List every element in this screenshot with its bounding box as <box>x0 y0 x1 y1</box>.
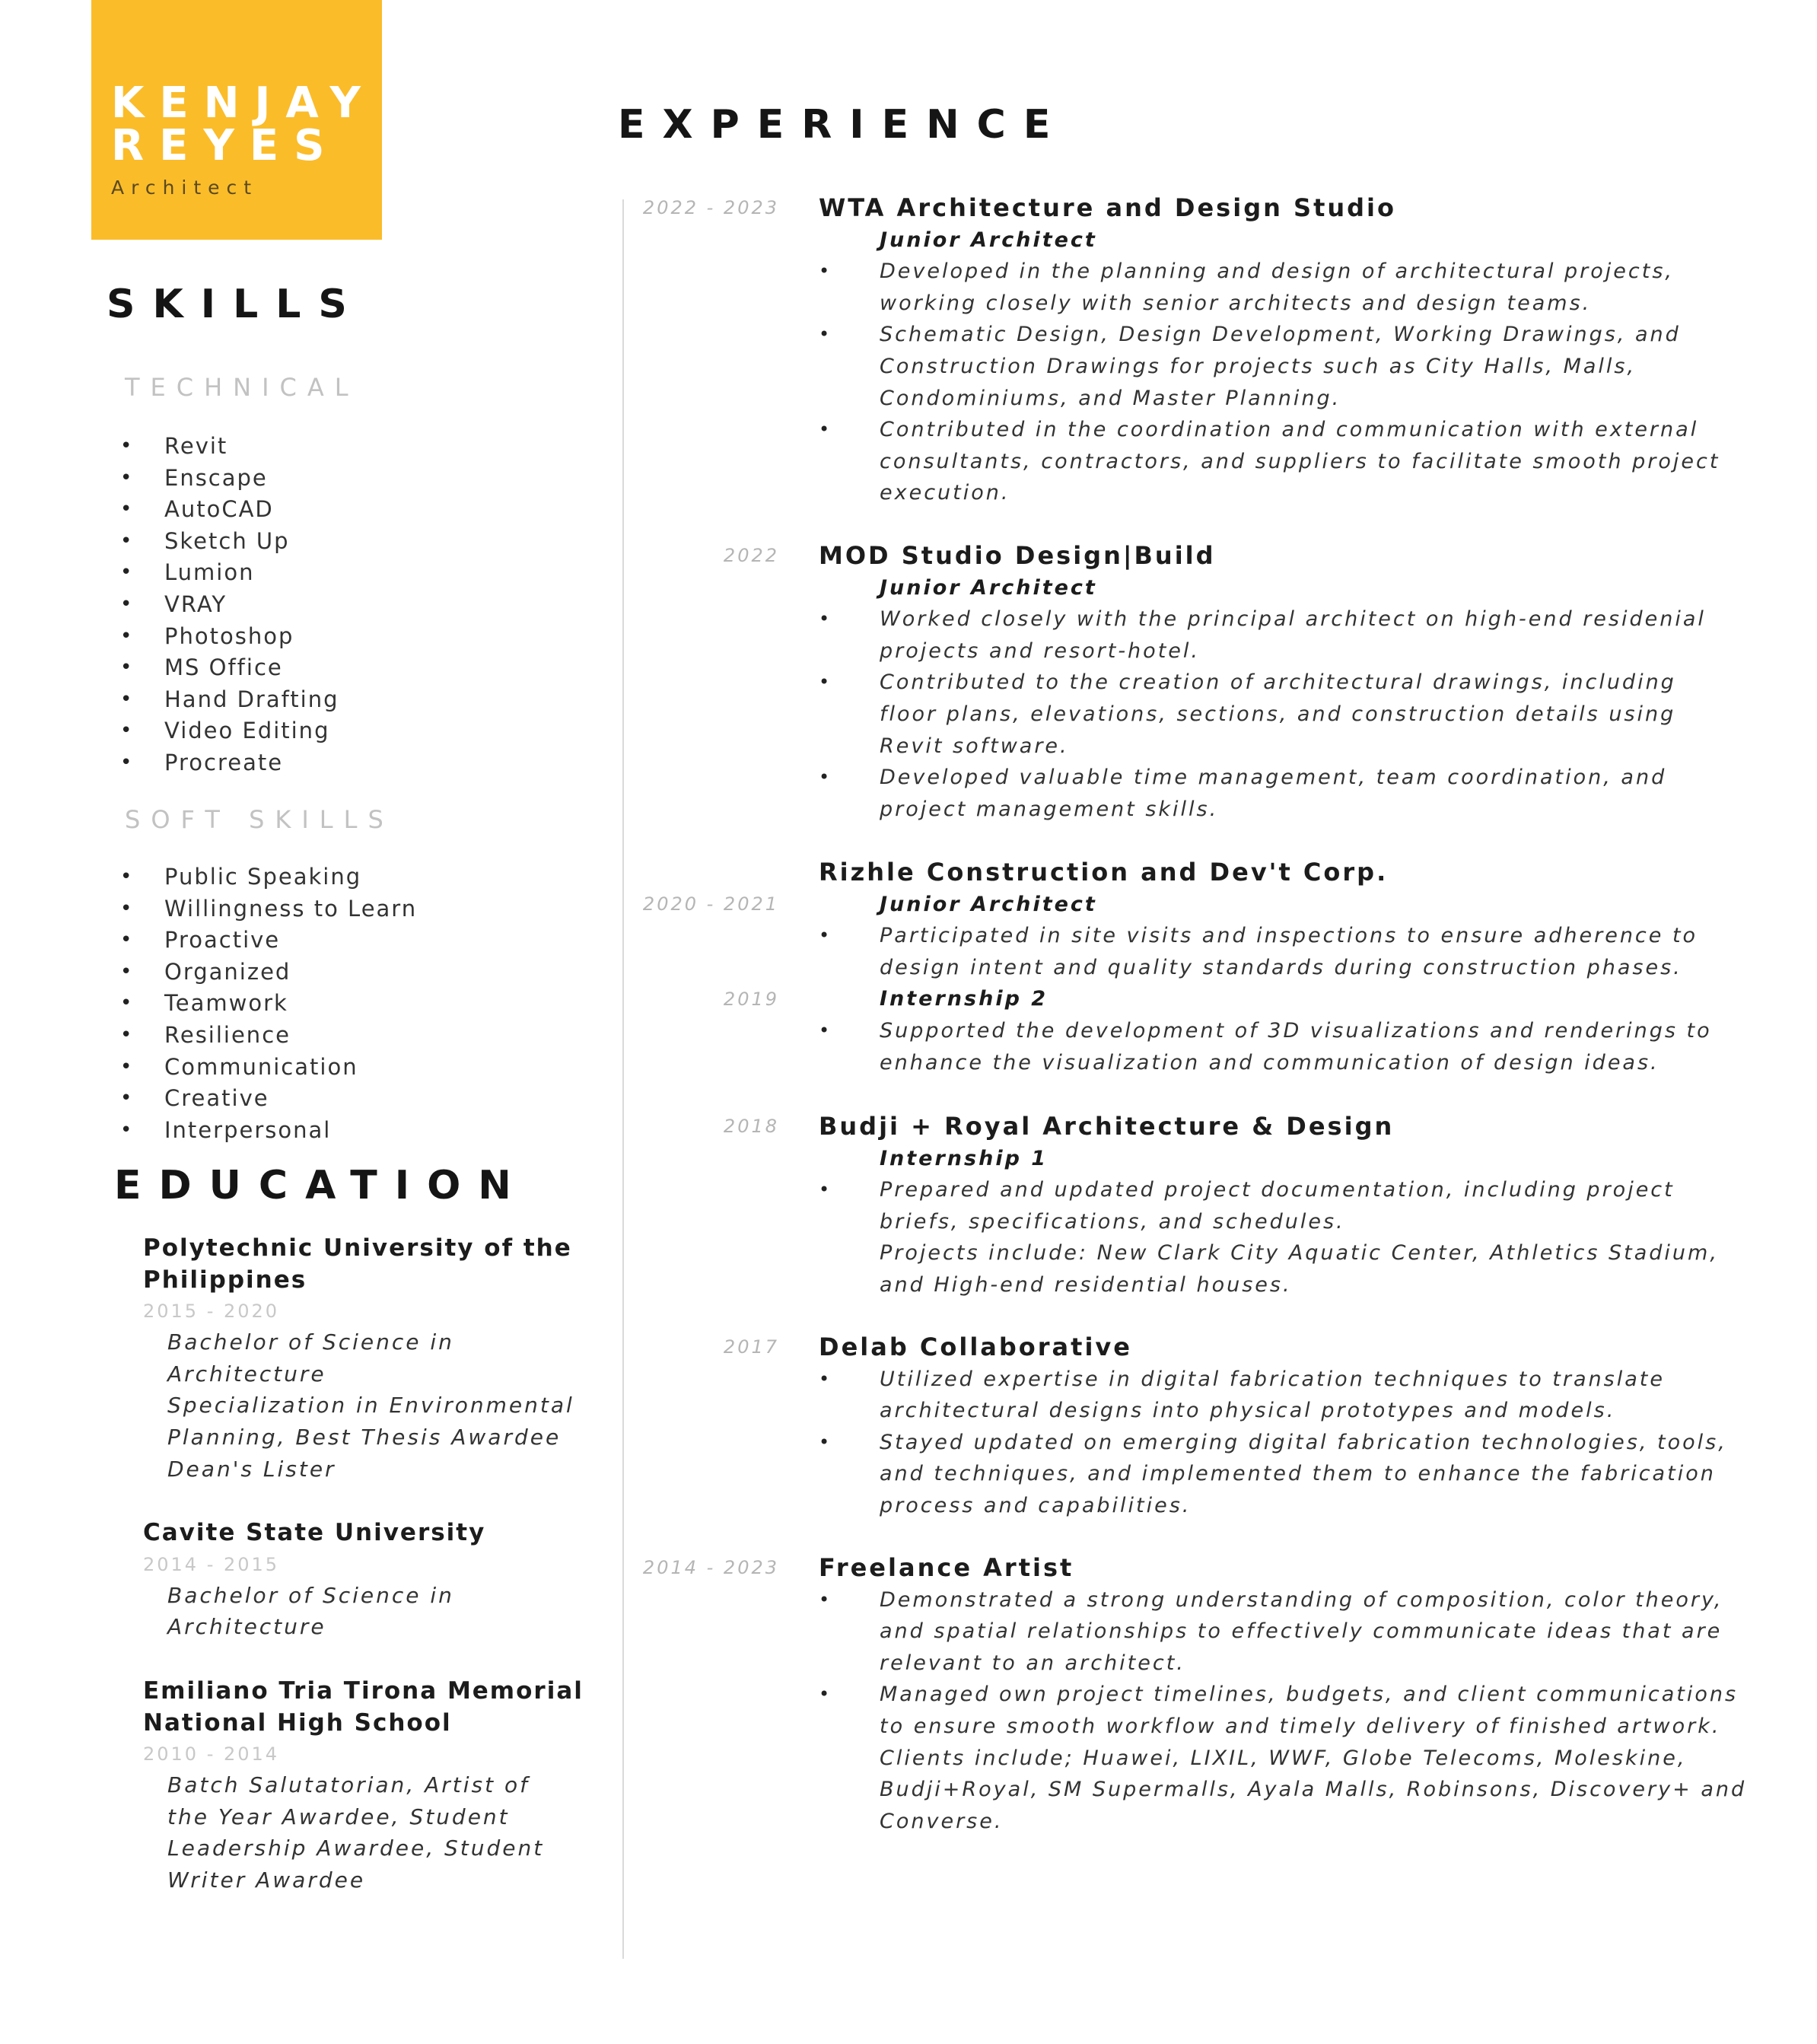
job-bullets <box>819 1584 1770 1838</box>
list-item: • Stayed updated on emerging digital fabrication technologies, tools, and techniques, and implemented them to enhance the fabrication process and capabilities. <box>819 1427 1770 1522</box>
list-item: • Contributed in the coordination and communication with external consultants, contractors, and suppliers to facilitate smooth project execution. <box>819 414 1770 509</box>
bullet-icon: • <box>819 671 832 693</box>
job-entry <box>819 193 1770 509</box>
school-years: 2015 - 2020 <box>143 1301 280 1323</box>
bullet-icon: • <box>819 1431 832 1453</box>
list-item: • Managed own project timelines, budgets, and client communications to ensure smooth workflow and timely delivery of finished artwork. Clients include; Huawei, LIXIL, WWF, Globe Telecoms, Moleskine, Budji+Royal, SM Supermalls, Ayala Malls, Robinsons, Discovery+ and Converse. <box>819 1679 1770 1837</box>
job-position: Junior Architect <box>880 892 1097 916</box>
job-years: 2018 <box>723 1116 779 1137</box>
soft-skills-subtitle: SOFT SKILLS <box>125 805 394 834</box>
bullet-icon: • <box>120 1023 134 1046</box>
list-item: • Organized <box>117 957 417 989</box>
bullet-icon: • <box>120 750 134 774</box>
job-position: Internship 2 <box>880 987 1049 1011</box>
job-bullets <box>819 603 1770 825</box>
bullet-icon: • <box>819 766 832 788</box>
bullet-icon: • <box>819 419 832 441</box>
school-description: Batch Salutatorian, Artist of the Year Awardee, Student Leadership Awardee, Student Writer Awardee <box>167 1772 545 1893</box>
last-name: REYES <box>111 121 340 170</box>
job-years: 2014 - 2023 <box>642 1557 779 1578</box>
list-item: • Contributed to the creation of architectural drawings, including floor plans, elevations, sections, and construction details using Revit software. <box>819 667 1770 762</box>
list-item: • Willingness to Learn <box>117 893 417 925</box>
name-block <box>91 0 382 240</box>
education-item <box>143 1676 600 1896</box>
bullet-icon: • <box>120 592 134 616</box>
list-item: • Interpersonal <box>117 1115 417 1147</box>
school-name: Polytechnic University of the Philippines <box>143 1234 572 1294</box>
bullet-icon: • <box>819 1683 832 1705</box>
list-item: • Teamwork <box>117 988 417 1020</box>
bullet-icon: • <box>819 1179 832 1201</box>
job-position: Junior Architect <box>880 575 1097 600</box>
list-item: • AutoCAD <box>117 494 339 526</box>
company-name: Budji + Royal Architecture & Design <box>819 1112 1395 1141</box>
technical-subtitle: TECHNICAL <box>125 373 359 402</box>
job-years: 2017 <box>723 1336 779 1358</box>
bullet-icon: • <box>120 1118 134 1141</box>
job-years: 2019 <box>723 989 779 1010</box>
first-name: KENJAY <box>111 78 376 128</box>
list-item: • MS Office <box>117 652 339 684</box>
job-entry <box>819 1552 1770 1837</box>
company-name: Delab Collaborative <box>819 1332 1132 1361</box>
bullet-icon: • <box>120 466 134 489</box>
bullet-icon: • <box>120 896 134 920</box>
school-years: 2014 - 2015 <box>143 1553 280 1575</box>
job-bullets <box>819 256 1770 509</box>
bullet-icon: • <box>819 1588 832 1610</box>
list-item: • Creative <box>117 1083 417 1115</box>
list-item: • Photoshop <box>117 621 339 653</box>
list-item: • Developed valuable time management, team coordination, and project management skills. <box>819 762 1770 825</box>
soft-skills-list <box>117 861 417 1146</box>
bullet-icon: • <box>819 323 832 345</box>
job-position: Junior Architect <box>880 228 1097 252</box>
list-item: • Enscape <box>117 463 339 495</box>
technical-skills-list <box>117 431 339 779</box>
bullet-icon: • <box>120 1055 134 1078</box>
bullet-icon: • <box>120 561 134 584</box>
list-item: • Developed in the planning and design of architectural projects, working closely with senior architects and design teams. <box>819 256 1770 319</box>
bullet-icon: • <box>120 687 134 711</box>
job-bullets <box>819 1364 1770 1522</box>
school-years: 2010 - 2014 <box>143 1743 280 1765</box>
job-bullets <box>819 1015 1770 1078</box>
column-divider <box>622 199 624 1959</box>
list-item: • Demonstrated a strong understanding of composition, color theory, and spatial relationships to effectively communicate ideas that are relevant to an architect. <box>819 1584 1770 1679</box>
school-description: Bachelor of Science in Architecture <box>167 1582 454 1640</box>
list-item: • Lumion <box>117 557 339 589</box>
school-name: Emiliano Tria Tirona Memorial National High School <box>143 1677 584 1737</box>
list-item: • Sketch Up <box>117 526 339 558</box>
bullet-icon: • <box>120 992 134 1015</box>
education-title: EDUCATION <box>114 1163 529 1208</box>
job-years: 2022 - 2023 <box>642 197 779 218</box>
bullet-icon: • <box>120 960 134 983</box>
list-item: • Supported the development of 3D visualizations and renderings to enhance the visualization and communication of design ideas. <box>819 1015 1770 1078</box>
list-item: • Utilized expertise in digital fabrication techniques to translate architectural designs into physical prototypes and models. <box>819 1364 1770 1427</box>
bullet-icon: • <box>120 656 134 680</box>
bullet-icon: • <box>819 608 832 630</box>
bullet-icon: • <box>120 928 134 952</box>
bullet-icon: • <box>819 260 832 282</box>
bullet-icon: • <box>120 865 134 888</box>
list-item: • Video Editing <box>117 715 339 747</box>
bullet-icon: • <box>120 529 134 552</box>
job-years: 2020 - 2021 <box>642 893 779 915</box>
job-entry <box>819 540 1770 825</box>
education-item <box>143 1233 600 1485</box>
school-name: Cavite State University <box>143 1519 486 1546</box>
bullet-icon: • <box>819 1019 832 1041</box>
bullet-icon: • <box>120 435 134 457</box>
experience-title: EXPERIENCE <box>618 102 1068 148</box>
list-item: • Communication <box>117 1052 417 1084</box>
bullet-icon: • <box>819 1367 832 1390</box>
bullet-icon: • <box>120 624 134 648</box>
company-name: MOD Studio Design|Build <box>819 541 1216 570</box>
bullet-icon: • <box>120 498 134 521</box>
bullet-icon: • <box>120 1087 134 1110</box>
company-name: Rizhle Construction and Dev't Corp. <box>819 858 1389 887</box>
list-item: • Participated in site visits and inspections to ensure adherence to design intent and quality standards during construction phases. <box>819 920 1770 983</box>
list-item: • Proactive <box>117 925 417 957</box>
job-bullets <box>819 920 1770 983</box>
job-entry <box>819 1111 1770 1301</box>
skills-title: SKILLS <box>107 282 364 327</box>
list-item: • VRAY <box>117 589 339 621</box>
job-entry <box>819 1332 1770 1522</box>
job-years: 2022 <box>723 545 779 566</box>
role-title: Architect <box>111 177 259 199</box>
education-item <box>143 1517 600 1643</box>
list-item: • Hand Drafting <box>117 684 339 716</box>
bullet-icon: • <box>120 719 134 743</box>
school-description: Bachelor of Science in Architecture Specialization in Environmental Planning, Best Thesis Awardee Dean's Lister <box>167 1329 574 1482</box>
job-position: Internship 1 <box>880 1146 1049 1170</box>
list-item: • Revit <box>117 431 339 463</box>
list-item: • Schematic Design, Design Development, Working Drawings, and Construction Drawings for projects such as City Halls, Malls, Condominiums, and Master Planning. <box>819 319 1770 414</box>
list-item: • Procreate <box>117 747 339 779</box>
company-name: WTA Architecture and Design Studio <box>819 193 1396 222</box>
job-entry <box>819 857 1770 1078</box>
bullet-icon: • <box>819 925 832 947</box>
list-item: • Resilience <box>117 1020 417 1052</box>
list-item: • Prepared and updated project documentation, including project briefs, specifications, and schedules. Projects include: New Clark City Aquatic Center, Athletics Stadium, and High-end residential houses. <box>819 1174 1770 1301</box>
list-item: • Worked closely with the principal architect on high-end residenial projects and resort-hotel. <box>819 603 1770 667</box>
job-bullets <box>819 1174 1770 1301</box>
company-name: Freelance Artist <box>819 1553 1074 1582</box>
list-item: • Public Speaking <box>117 861 417 893</box>
